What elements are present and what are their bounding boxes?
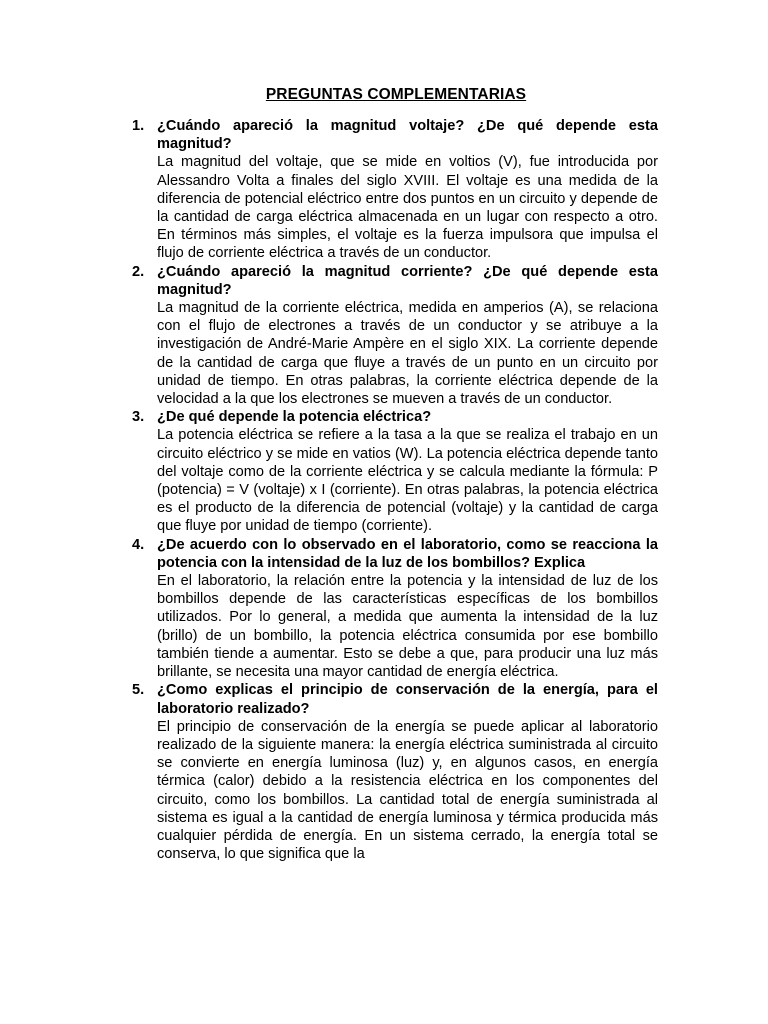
question-number: 1.: [132, 118, 145, 134]
question-item-2: [132, 263, 658, 409]
question-text: ¿Cuándo apareció la magnitud corriente? ¿De qué depende esta magnitud?: [157, 263, 658, 298]
question-text: ¿Como explicas el principio de conservación de la energía, para el laboratorio realizado?: [157, 682, 658, 717]
question-item-1: [132, 117, 658, 263]
question-list: [132, 117, 658, 863]
question-text: ¿De acuerdo con lo observado en el laboratorio, como se reacciona la potencia con la intensidad de la luz de los bombillos? Explica: [157, 536, 658, 571]
question-number: 3.: [132, 409, 145, 426]
question-item-4: [132, 536, 658, 682]
answer-text: En el laboratorio, la relación entre la potencia y la intensidad de luz de los bombillos depende de las características específicas de los bombillos utilizados. Por lo general, a medida que aumenta la intensidad de la luz (brillo) de un bombillo, la potencia eléctrica consumida por ese bombillo también tiende a aumentar. Esto se debe a que, para producir una luz más brillante, se necesita una mayor cantidad de energía eléctrica.: [157, 573, 658, 681]
question-text: ¿De qué depende la potencia eléctrica?: [157, 409, 432, 426]
document-title: PREGUNTAS COMPLEMENTARIAS: [265, 86, 527, 103]
question-number: 2.: [132, 263, 145, 280]
question-number: 5.: [132, 682, 145, 699]
question-text: ¿Cuándo apareció la magnitud voltaje? ¿De qué depende esta magnitud?: [157, 118, 658, 153]
question-number: 4.: [132, 536, 145, 553]
answer-text: La magnitud de la corriente eléctrica, medida en amperios (A), se relaciona con el flujo de electrones a través de un conductor y se atribuye a la investigación de André-Marie Ampère en el siglo XIX. La corriente depende de la cantidad de carga que fluye a través de un punto en un circuito por unidad de tiempo. En otras palabras, la corriente eléctrica depende de la velocidad a la que los electrones se mueven a través de un conductor.: [157, 300, 658, 408]
question-item-5: [132, 681, 658, 863]
answer-text: La potencia eléctrica se refiere a la tasa a la que se realiza el trabajo en un circuito eléctrico y se mide en vatios (W). La potencia eléctrica depende tanto del voltaje como de la corriente eléctrica y se calcula mediante la fórmula: P (potencia) = V (voltaje) x I (corriente). En otras palabras, la potencia eléctrica es el producto de la diferencia de potencial (voltaje) y la cantidad de carga que fluye por unidad de tiempo (corriente).: [157, 427, 658, 535]
answer-text: El principio de conservación de la energía se puede aplicar al laboratorio realizado de la siguiente manera: la energía eléctrica suministrada al circuito se convierte en energía luminosa (luz) y, en algunos casos, en energía térmica (calor) debido a la resistencia eléctrica en los componentes del circuito, como los bombillos. La cantidad total de energía suministrada al sistema es igual a la cantidad de energía luminosa y térmica producida más cualquier pérdida de energía. En un sistema cerrado, la energía total se conserva, lo que significa que la: [157, 718, 658, 863]
question-item-3: [132, 408, 658, 535]
answer-text: La magnitud del voltaje, que se mide en voltios (V), fue introducida por Alessandro Volta a finales del siglo XVIII. El voltaje es una medida de la diferencia de potencial eléctrico entre dos puntos en un circuito y depende de la cantidad de carga eléctrica almacenada en un lugar con respecto a otro. En términos más simples, el voltaje es la fuerza impulsora que impulsa el flujo de corriente eléctrica a través de un conductor.: [157, 154, 658, 262]
